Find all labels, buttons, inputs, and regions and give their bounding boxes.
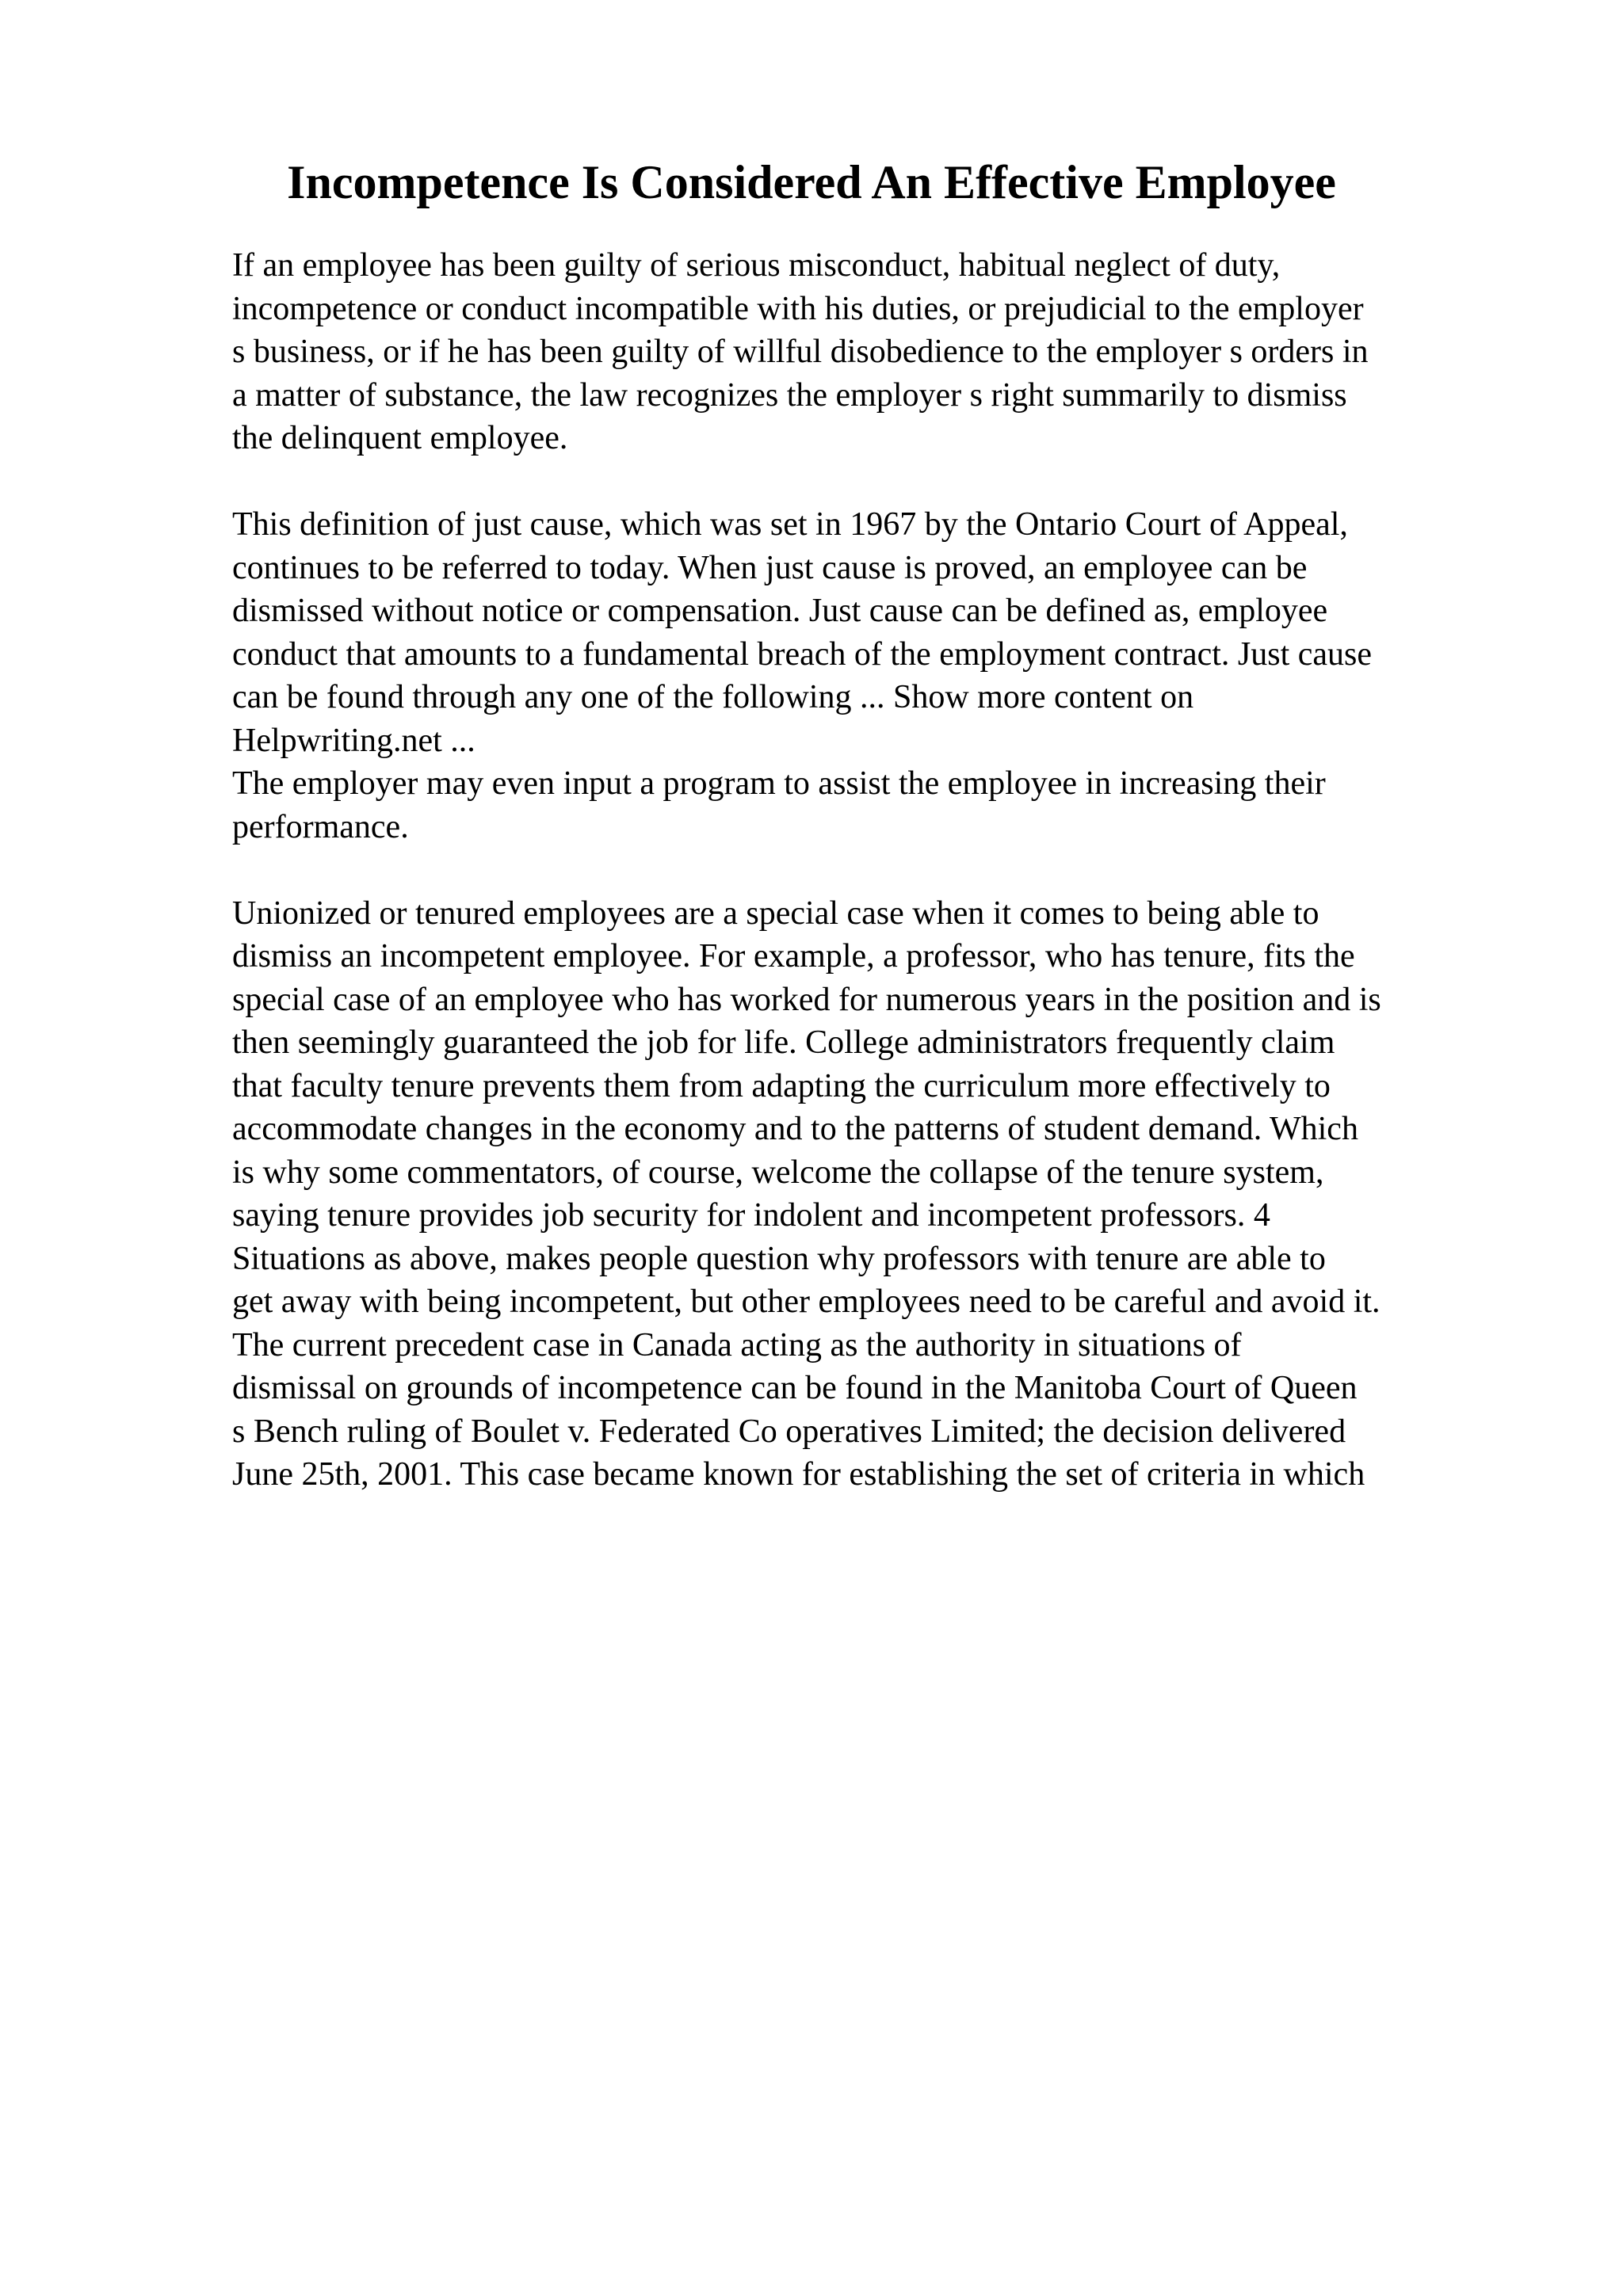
text-line: a matter of substance, the law recognizes the employer s right summarily to dismiss — [232, 376, 1347, 414]
text-line: The current precedent case in Canada acting as the authority in situations of — [232, 1326, 1242, 1363]
paragraph-spacer — [232, 849, 1532, 892]
text-line: is why some commentators, of course, welcome the collapse of the tenure system, — [232, 1154, 1324, 1191]
text-line: This definition of just cause, which was set in 1967 by the Ontario Court of Appeal, — [232, 506, 1348, 543]
text-line: The employer may even input a program to assist the employee in increasing their — [232, 765, 1326, 802]
paragraph-spacer — [232, 460, 1532, 504]
document-body — [232, 244, 1532, 1497]
document-title: Incompetence Is Considered An Effective Employee — [287, 156, 1336, 208]
text-line: dismiss an incompetent employee. For example, a professor, who has tenure, fits the — [232, 938, 1355, 974]
text-line: June 25th, 2001. This case became known for establishing the set of criteria in which — [232, 1456, 1365, 1493]
text-line: get away with being incompetent, but other employees need to be careful and avoid it. — [232, 1283, 1381, 1320]
text-line: accommodate changes in the economy and to the patterns of student demand. Which — [232, 1111, 1358, 1147]
text-line: If an employee has been guilty of serious misconduct, habitual neglect of duty, — [232, 247, 1281, 284]
text-line: s business, or if he has been guilty of willful disobedience to the employer s orders in — [232, 334, 1369, 370]
paragraph-3 — [232, 892, 1532, 1497]
text-line: dismissal on grounds of incompetence can be found in the Manitoba Court of Queen — [232, 1370, 1358, 1406]
text-line: that faculty tenure prevents them from adapting the curriculum more effectively to — [232, 1067, 1331, 1104]
text-line: Situations as above, makes people question why professors with tenure are able to — [232, 1240, 1326, 1277]
text-line: dismissed without notice or compensation. Just cause can be defined as, employee — [232, 593, 1328, 629]
text-line: performance. — [232, 808, 409, 845]
paragraph-2 — [232, 503, 1532, 849]
text-line: saying tenure provides job security for indolent and incompetent professors. 4 — [232, 1197, 1270, 1234]
text-line: the delinquent employee. — [232, 420, 568, 456]
text-line: can be found through any one of the following ... Show more content on — [232, 679, 1194, 715]
text-line: incompetence or conduct incompatible with his duties, or prejudicial to the employer — [232, 290, 1364, 327]
paragraph-1 — [232, 244, 1532, 460]
text-line: special case of an employee who has worked for numerous years in the position and is — [232, 981, 1381, 1018]
text-line: then seemingly guaranteed the job for life. College administrators frequently claim — [232, 1024, 1335, 1061]
text-line: s Bench ruling of Boulet v. Federated Co operatives Limited; the decision delivered — [232, 1413, 1346, 1450]
text-line: continues to be referred to today. When just cause is proved, an employee can be — [232, 549, 1308, 586]
text-line: Unionized or tenured employees are a special case when it comes to being able to — [232, 894, 1319, 932]
text-line: conduct that amounts to a fundamental breach of the employment contract. Just cause — [232, 635, 1373, 673]
text-line: Helpwriting.net ... — [232, 722, 475, 759]
